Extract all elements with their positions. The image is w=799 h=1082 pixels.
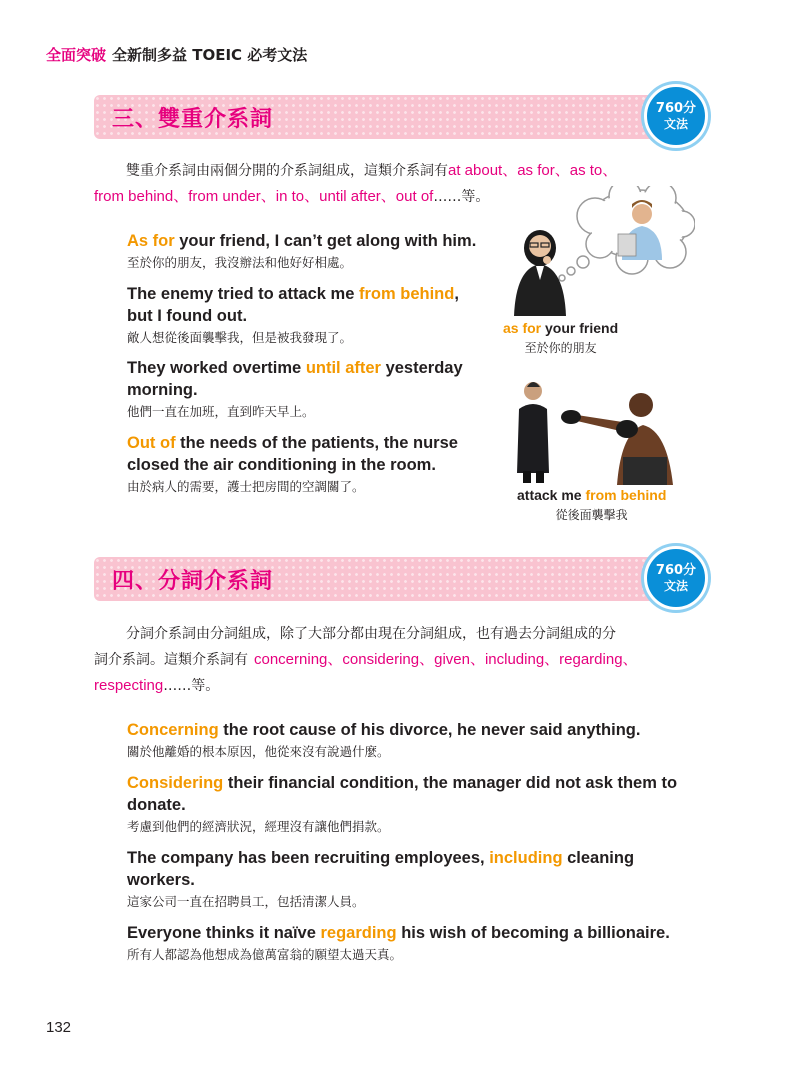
example-sentence — [127, 772, 677, 837]
translation: 考慮到他們的經濟狀況，經理沒有讓他們捐款。 — [127, 819, 390, 834]
intro-terms: at about、as for、as to、 — [448, 162, 618, 179]
intro-text: 雙重介系詞由兩個分開的介系詞組成，這類介系詞有 — [126, 163, 448, 179]
sentence-line2: but I found out. — [127, 307, 248, 325]
example-sentence — [127, 719, 640, 762]
intro-suffix: ……等。 — [433, 189, 490, 205]
caption-translation: 至於你的朋友 — [524, 341, 597, 355]
running-head-title: 全新制多益 TOEIC 必考文法 — [112, 46, 308, 64]
section-title: 三、雙重介系詞 — [112, 107, 274, 132]
sentence-text: cleaning — [562, 849, 635, 867]
example-sentence — [127, 922, 670, 965]
sentence-text: The company has been recruiting employees, — [127, 849, 490, 867]
section-title: 四、分詞介系詞 — [112, 569, 274, 594]
sentence-text: , — [454, 285, 459, 303]
level-badge — [644, 546, 708, 610]
sentence-text: They worked overtime — [127, 359, 306, 377]
sentence-text: their financial condition, the manager did not ask them to — [223, 774, 678, 792]
translation: 他們一直在加班，直到昨天早上。 — [127, 404, 315, 419]
highlight-term: including — [489, 849, 563, 867]
translation: 所有人都認為他想成為億萬富翁的願望太過天真。 — [127, 947, 403, 962]
intro-text: 詞介系詞。這類介系詞有 — [94, 652, 248, 668]
highlight-term: from behind — [585, 487, 667, 503]
page-number: 132 — [46, 1019, 72, 1036]
sentence-line2: closed the air conditioning in the room. — [127, 456, 436, 474]
caption-text: your friend — [541, 320, 619, 336]
example-sentence — [127, 432, 458, 497]
sentence-text: yesterday — [380, 359, 463, 377]
example-sentence — [127, 283, 459, 348]
caption-translation: 從後面襲擊我 — [555, 508, 628, 522]
example-sentence — [127, 357, 463, 422]
translation: 至於你的朋友，我沒辦法和他好好相處。 — [127, 255, 353, 270]
highlight-term: As for — [127, 232, 175, 250]
highlight-term: Concerning — [127, 721, 219, 739]
sentence-text: your friend, I can’t get along with him. — [174, 232, 477, 250]
running-head — [46, 44, 307, 65]
sentence-text: Everyone thinks it naïve — [127, 924, 321, 942]
highlight-term: regarding — [320, 924, 397, 942]
intro-terms: respecting — [94, 677, 164, 694]
translation: 由於病人的需要，護士把房間的空調關了。 — [127, 479, 365, 494]
section-intro — [94, 621, 690, 699]
intro-suffix: ……等。 — [163, 678, 220, 694]
example-sentence — [127, 230, 476, 273]
badge-label: 文法 — [663, 116, 688, 131]
level-badge — [644, 84, 708, 148]
sentence-line2: morning. — [127, 381, 198, 399]
highlight-term: Out of — [127, 434, 176, 452]
sentence-text: The enemy tried to attack me — [127, 285, 359, 303]
sentence-line2: workers. — [127, 871, 195, 889]
badge-label: 文法 — [663, 578, 688, 593]
sentence-text: his wish of becoming a billionaire. — [396, 924, 670, 942]
badge-score: 760分 — [655, 100, 697, 116]
intro-terms: concerning、considering、given、including、regarding、 — [254, 651, 638, 668]
section-header-participial-prepositions — [94, 557, 690, 601]
intro-terms: from behind、from under、in to、until after、out of — [94, 188, 434, 205]
image-caption — [503, 318, 618, 358]
sentence-text: the needs of the patients, the nurse — [175, 434, 458, 452]
example-sentence — [127, 847, 634, 912]
running-head-accent: 全面突破 — [46, 46, 107, 64]
sentence-line2: donate. — [127, 796, 186, 814]
caption-text: attack me — [517, 487, 586, 503]
intro-text: 分詞介系詞由分詞組成，除了大部分都由現在分詞組成，也有過去分詞組成的分 — [126, 626, 616, 642]
highlight-term: Considering — [127, 774, 224, 792]
highlight-term: from behind — [359, 285, 455, 303]
thinking-woman-illustration — [500, 186, 695, 316]
highlight-term: until after — [305, 359, 381, 377]
translation: 敵人想從後面襲擊我，但是被我發現了。 — [127, 330, 353, 345]
boxer-attack-illustration — [505, 375, 685, 485]
sentence-text: the root cause of his divorce, he never said anything. — [218, 721, 641, 739]
translation: 關於他離婚的根本原因，他從來沒有說過什麼。 — [127, 744, 390, 759]
image-caption — [517, 485, 666, 525]
translation: 這家公司一直在招聘員工，包括清潔人員。 — [127, 894, 365, 909]
section-header-double-prepositions — [94, 95, 690, 139]
highlight-term: as for — [503, 320, 542, 336]
badge-score: 760分 — [655, 562, 697, 578]
